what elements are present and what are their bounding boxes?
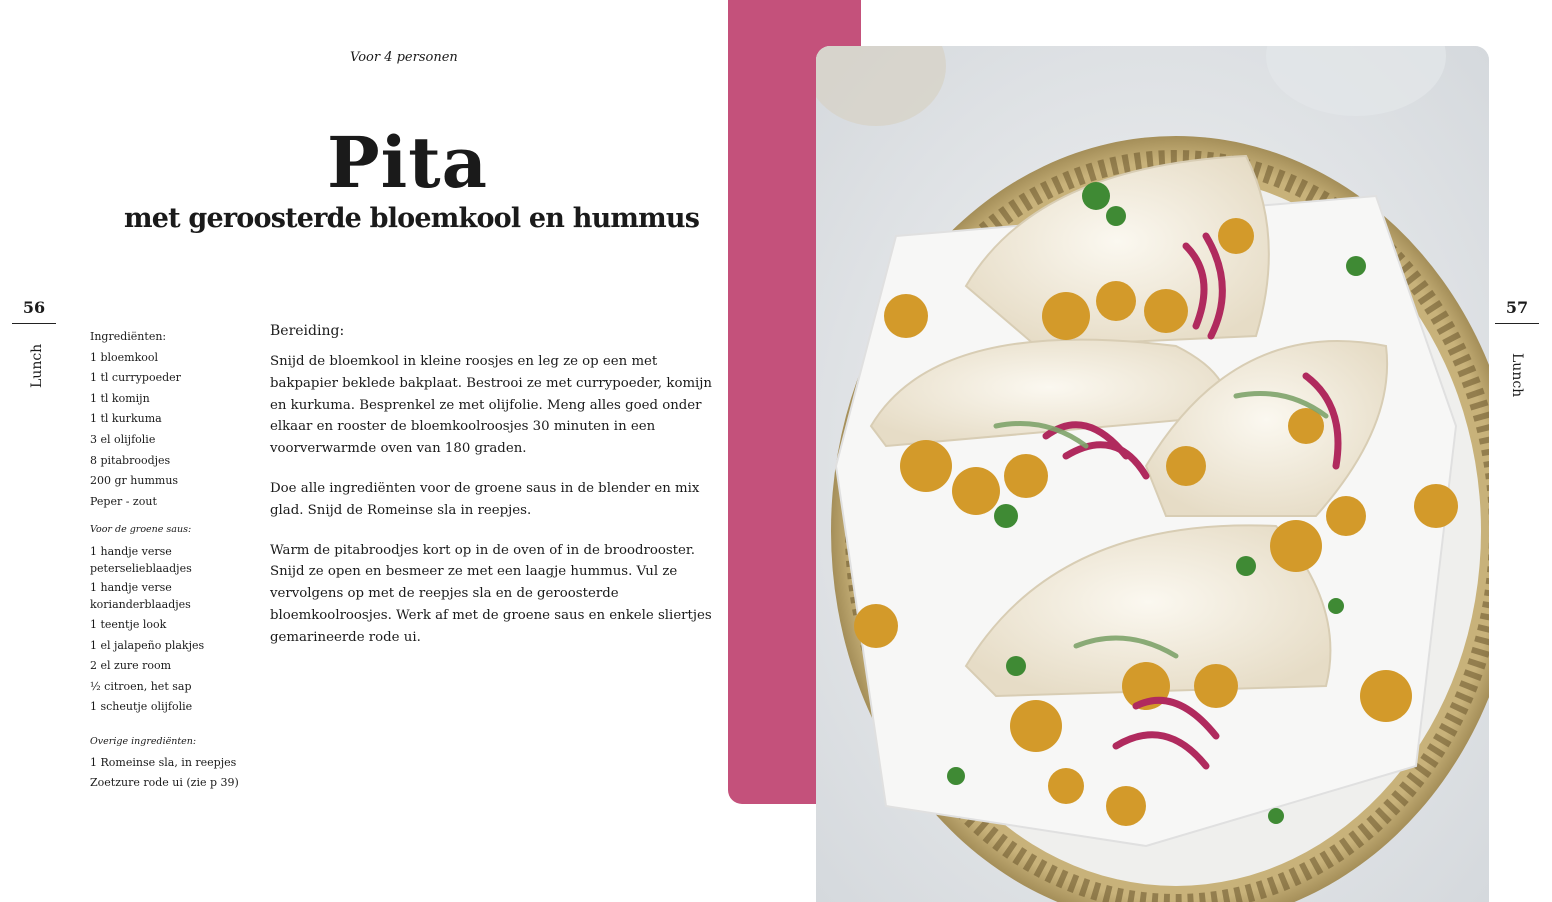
ingredient-item: 8 pitabroodjes [90,453,171,467]
preparation-paragraph: Snijd de bloemkool in kleine roosjes en leg ze op een met bakpapier beklede bakplaat. Bestrooi ze met currypoeder, komijn en kurkuma. Besprenkel ze met olijfolie. Meng alles goed onder elkaar en rooster de bloemkoolroosjes 30 minuten in een voorverwarmde oven van 180 graden. [270,354,712,457]
preparation-paragraph: Doe alle ingrediënten voor de groene saus in de blender en mix glad. Snijd de Romeinse sla in reepjes. [270,480,700,518]
sauce-item: 2 el zure room [90,659,172,673]
ingredient-item: 1 bloemkool [90,350,159,364]
ingredients-heading: Ingrediënten: [90,330,167,343]
preparation-paragraph: Warm de pitabroodjes kort op in de oven of in de broodrooster. Snijd ze open en besmeer ze met een laagje hummus. Vul ze vervolgens op met de reepjes sla en de geroosterde bloemkoolroosjes. Werk af met de groene saus en enkele sliertjes gemarineerde rode ui. [270,542,712,645]
food-photo [816,46,1489,902]
sauce-item: 1 handje verse peterselieblaadjes [90,544,192,575]
page-number-right: 57 [1495,298,1539,324]
section-label-right: Lunch [1509,353,1525,398]
section-label-left: Lunch [29,343,45,388]
sauce-item: ½ citroen, het sap [90,679,192,693]
preparation-heading: Bereiding: [270,323,345,339]
ingredient-item: 1 tl komijn [90,391,150,405]
ingredient-item: 3 el olijfolie [90,432,156,446]
sauce-item: 1 scheutje olijfolie [90,700,193,714]
ingredients-list [90,327,260,794]
other-item: Zoetzure rode ui (zie p 39) [90,776,239,790]
servings-label: Voor 4 personen [350,50,458,65]
ingredient-item: 200 gr hummus [90,474,179,488]
recipe-subtitle: met geroosterde bloemkool en hummus [124,203,700,234]
ingredient-item: 1 tl kurkuma [90,412,162,426]
ingredient-item: 1 tl currypoeder [90,371,181,385]
ingredient-item: Peper - zout [90,494,157,508]
pita-illustration [816,46,1489,902]
page-number-left: 56 [12,298,56,324]
sauce-item: 1 el jalapeño plakjes [90,638,205,652]
other-heading: Overige ingrediënten: [90,735,197,747]
preparation-text [270,351,720,667]
sauce-item: 1 teentje look [90,617,167,631]
sauce-item: 1 handje verse korianderblaadjes [90,580,191,611]
other-item: 1 Romeinse sla, in reepjes [90,755,237,769]
sauce-heading: Voor de groene saus: [90,524,192,536]
recipe-title: Pita [327,121,488,204]
